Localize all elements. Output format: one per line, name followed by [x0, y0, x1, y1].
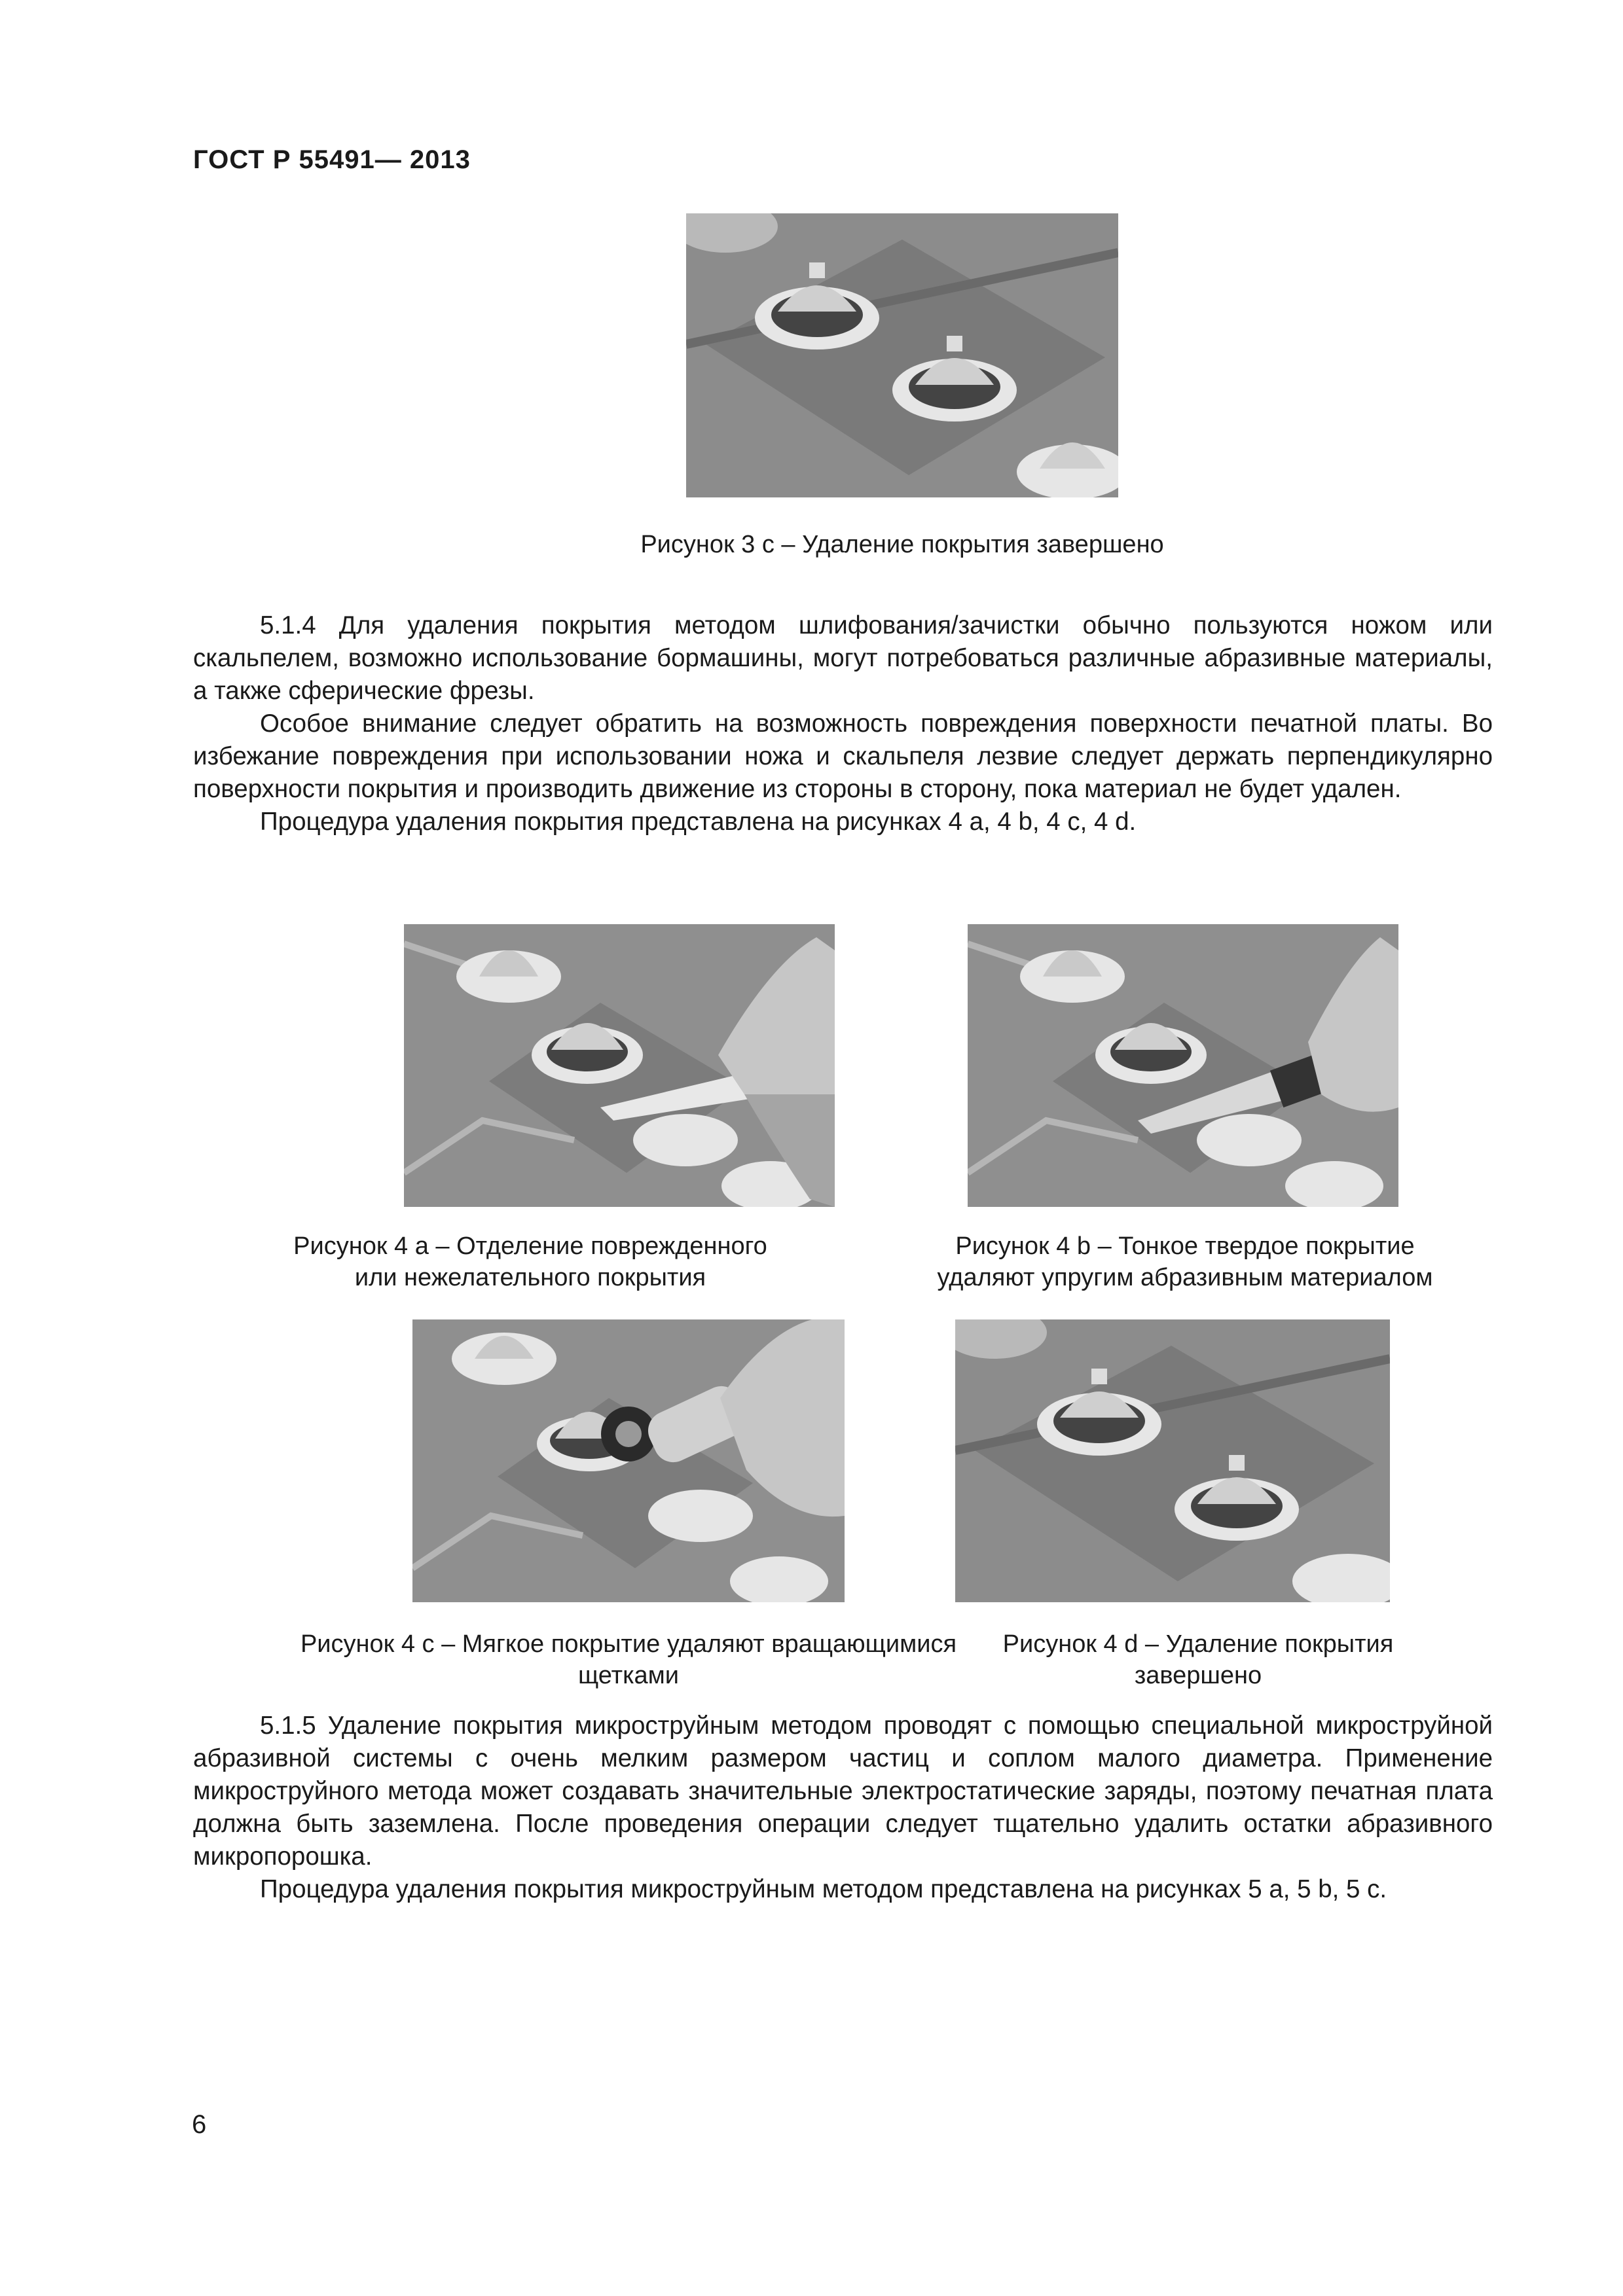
figure-4c-caption-line1: Рисунок 4 c – Мягкое покрытие удаляют вращающимися	[300, 1630, 957, 1658]
figure-4a-caption-line2: или нежелательного покрытия	[354, 1264, 706, 1291]
figure-4a-caption	[249, 1230, 812, 1293]
figure-4b-image	[968, 924, 1398, 1207]
paragraph-5-1-5: 5.1.5 Удаление покрытия микроструйным методом проводят с помощью специальной микроструйной абразивной системы с очень мелким размером частиц и соплом малого диаметра. Применение микроструйного метода может создавать значительные электростатические заряды, поэтому печатная плата должна быть заземлена. После проведения операции следует тщательно удалить остатки абразивного микропорошка.	[193, 1712, 1493, 1871]
figure-4a-caption-line1: Рисунок 4 a – Отделение поврежденного	[293, 1232, 767, 1260]
document-header: ГОСТ Р 55491— 2013	[193, 145, 471, 174]
paragraph-microjet-procedure-ref: Процедура удаления покрытия микроструйным методом представлена на рисунках 5 a, 5 b, 5 c.	[260, 1875, 1387, 1903]
figure-4d-caption-line2: завершено	[1134, 1662, 1262, 1689]
paragraph-damage-warning: Особое внимание следует обратить на возможность повреждения поверхности печатной платы. Во избежание повреждения при использовании ножа и скальпеля лезвие следует держать перпендикулярно поверхности покрытия и производить движение из стороны в сторону, пока материал не будет удален.	[193, 709, 1493, 803]
figure-4b-caption-line2: удаляют упругим абразивным материалом	[937, 1264, 1433, 1291]
figure-4b-caption-line1: Рисунок 4 b – Тонкое твердое покрытие	[955, 1232, 1415, 1260]
figure-4d-image	[955, 1319, 1390, 1602]
paragraph-5-1-4: 5.1.4 Для удаления покрытия методом шлифования/зачистки обычно пользуются ножом или скальпелем, возможно использование бормашины, могут потребоваться различные абразивные материалы, а также сферические фрезы.	[193, 611, 1493, 705]
page-number: 6	[192, 2110, 207, 2139]
section-5-1-5	[193, 1710, 1493, 1906]
figure-3c-caption: Рисунок 3 с – Удаление покрытия завершено	[640, 531, 1164, 558]
figure-4d-caption-line1: Рисунок 4 d – Удаление покрытия	[1002, 1630, 1394, 1658]
figure-4b-caption	[871, 1230, 1499, 1293]
section-5-1-4	[193, 609, 1493, 838]
figure-4d-caption	[936, 1628, 1460, 1691]
paragraph-procedure-ref: Процедура удаления покрытия представлена на рисунках 4 a, 4 b, 4 c, 4 d.	[260, 808, 1137, 836]
figure-4c-image	[412, 1319, 845, 1602]
figure-4a-image	[404, 924, 835, 1207]
figure-4c-caption	[216, 1628, 1041, 1691]
figure-4c-caption-line2: щетками	[577, 1662, 680, 1689]
figure-3c-image	[686, 213, 1118, 497]
